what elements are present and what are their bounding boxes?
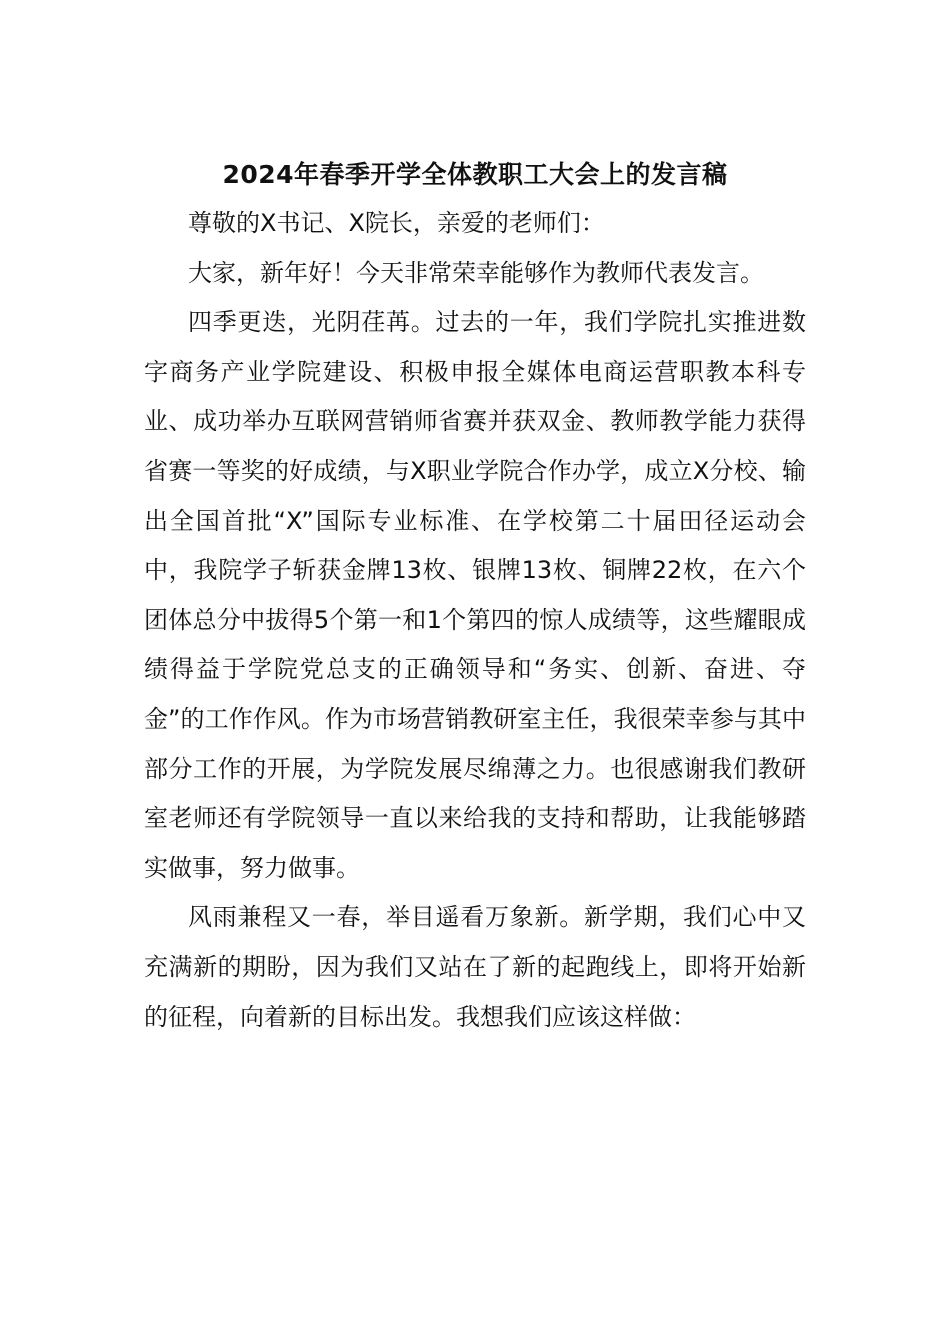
paragraph-greeting: 大家，新年好！今天非常荣幸能够作为教师代表发言。 <box>188 258 764 287</box>
document-title: 2024年春季开学全体教职工大会上的发言稿 <box>222 160 728 189</box>
paragraph-salutation: 尊敬的X书记、X院长，亲爱的老师们： <box>188 209 605 237</box>
paragraph-review: 四季更迭，光阴荏苒。过去的一年，我们学院扎实推进数字商务产业学院建设、积极申报全媒体电商运营职教本科专业、成功举办互联网营销师省赛并获双金、教师教学能力获得省赛一等奖的好成绩，与X职业学院合作办学，成立X分校、输出全国首批“X”国际专业标准、在学校第二十届田径运动会中，我院学子斩获金牌13枚、银牌13枚、铜牌22枚，在六个团体总分中拔得5个第一和1个第四的惊人成绩等，这些耀眼成绩得益于学院党总支的正确领导和“务实、创新、奋进、夺金”的工作作风。作为市场营销教研室主任，我很荣幸参与其中部分工作的开展，为学院发展尽绵薄之力。也很感谢我们教研室老师还有学院领导一直以来给我的支持和帮助，让我能够踏实做事，努力做事。 <box>144 308 806 882</box>
paragraph-outlook: 风雨兼程又一春，举目遥看万象新。新学期，我们心中又充满新的期盼，因为我们又站在了新的起跑线上，即将开始新的征程，向着新的目标出发。我想我们应该这样做： <box>144 903 806 1031</box>
document-body <box>144 199 806 1042</box>
